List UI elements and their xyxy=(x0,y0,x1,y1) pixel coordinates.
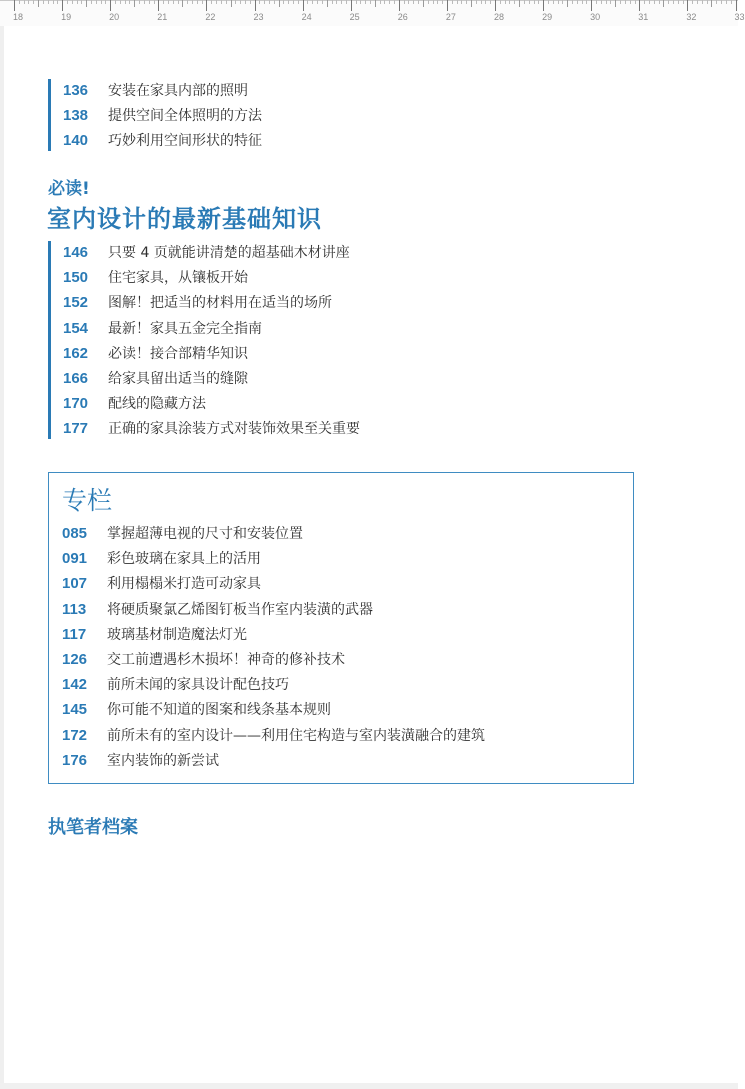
ruler-tick xyxy=(630,0,631,4)
ruler-tick xyxy=(283,0,284,4)
ruler-tick xyxy=(154,0,155,4)
ruler-tick xyxy=(303,0,304,11)
ruler-tick xyxy=(240,0,241,4)
toc-item[interactable] xyxy=(48,264,360,289)
ruler-tick xyxy=(307,0,308,4)
toc-item[interactable] xyxy=(48,415,360,440)
ruler-tick xyxy=(250,0,251,4)
ruler-tick xyxy=(178,0,179,4)
toc-page-number: 085 xyxy=(62,525,88,542)
ruler-tick xyxy=(423,0,424,7)
ruler xyxy=(0,0,745,26)
toc-page-number: 176 xyxy=(62,751,88,769)
ruler-tick xyxy=(649,0,650,4)
ruler-tick xyxy=(702,0,703,4)
ruler-tick xyxy=(226,0,227,4)
ruler-tick xyxy=(408,0,409,4)
ruler-tick xyxy=(48,0,49,4)
ruler-tick xyxy=(692,0,693,4)
ruler-tick xyxy=(659,0,660,4)
ruler-tick xyxy=(62,0,63,11)
ruler-tick xyxy=(668,0,669,4)
toc-entry-title: 配线的隐藏方法 xyxy=(108,396,206,413)
toc-page-number: 150 xyxy=(63,269,89,287)
ruler-tick xyxy=(182,0,183,7)
ruler-tick xyxy=(639,0,640,11)
ruler-tick xyxy=(610,0,611,4)
top-toc-list xyxy=(48,77,262,153)
ruler-tick xyxy=(442,0,443,4)
ruler-tick xyxy=(534,0,535,4)
ruler-tick xyxy=(235,0,236,4)
ruler-tick xyxy=(505,0,506,4)
ruler-tick xyxy=(77,0,78,4)
toc-item[interactable] xyxy=(48,390,360,415)
ruler-tick xyxy=(336,0,337,4)
column-item[interactable] xyxy=(49,722,485,747)
ruler-tick xyxy=(370,0,371,4)
toc-entry-title: 彩色玻璃在家具上的活用 xyxy=(107,551,261,568)
ruler-tick xyxy=(28,0,29,4)
column-item[interactable] xyxy=(49,671,485,696)
ruler-number: 19 xyxy=(61,12,72,22)
toc-entry-title: 你可能不知道的图案和线条基本规则 xyxy=(107,702,331,719)
column-item[interactable] xyxy=(49,596,485,621)
ruler-tick xyxy=(548,0,549,4)
toc-item[interactable] xyxy=(48,315,360,340)
toc-page-number: 113 xyxy=(62,600,87,618)
ruler-tick xyxy=(418,0,419,4)
ruler-tick xyxy=(211,0,212,4)
ruler-tick xyxy=(711,0,712,7)
ruler-tick xyxy=(255,0,256,11)
ruler-tick xyxy=(485,0,486,4)
column-title: 专栏 xyxy=(62,486,113,515)
ruler-tick xyxy=(53,0,54,4)
ruler-tick xyxy=(736,0,737,11)
toc-entry-title: 安装在家具内部的照明 xyxy=(108,83,248,99)
toc-page-number: 107 xyxy=(62,575,88,593)
author-profile-link[interactable]: 执笔者档案 xyxy=(48,817,138,838)
ruler-tick xyxy=(447,0,448,11)
ruler-tick xyxy=(697,0,698,4)
toc-page-number: 166 xyxy=(63,369,89,387)
ruler-tick xyxy=(399,0,400,11)
ruler-tick xyxy=(259,0,260,4)
ruler-tick xyxy=(293,0,294,4)
toc-entry-title: 掌握超薄电视的尺寸和安装位置 xyxy=(107,526,303,542)
ruler-tick xyxy=(437,0,438,4)
toc-page-number: 091 xyxy=(62,550,88,568)
ruler-tick xyxy=(322,0,323,4)
toc-page-number: 140 xyxy=(63,132,89,150)
ruler-tick xyxy=(144,0,145,4)
ruler-tick xyxy=(683,0,684,4)
ruler-tick xyxy=(105,0,106,4)
ruler-tick xyxy=(96,0,97,4)
ruler-tick xyxy=(360,0,361,4)
toc-item[interactable] xyxy=(48,365,360,390)
ruler-tick xyxy=(707,0,708,4)
ruler-tick xyxy=(476,0,477,4)
ruler-tick xyxy=(601,0,602,4)
toc-page-number: 154 xyxy=(63,319,89,337)
ruler-tick xyxy=(67,0,68,4)
toc-entry-title: 提供空间全体照明的方法 xyxy=(108,108,262,125)
ruler-tick xyxy=(216,0,217,4)
toc-page-number: 126 xyxy=(62,650,88,668)
ruler-tick xyxy=(716,0,717,4)
ruler-tick xyxy=(365,0,366,4)
toc-page-number: 146 xyxy=(63,244,89,261)
column-item[interactable] xyxy=(49,646,485,671)
ruler-tick xyxy=(509,0,510,4)
ruler-tick xyxy=(678,0,679,4)
ruler-tick xyxy=(529,0,530,4)
toc-entry-title: 住宅家具，从镶板开始 xyxy=(108,270,248,287)
ruler-tick xyxy=(91,0,92,4)
ruler-tick xyxy=(38,0,39,7)
toc-entry-title: 巧妙利用空间形状的特征 xyxy=(108,133,262,150)
toc-entry-title: 交工前遭遇杉木损坏！神奇的修补技术 xyxy=(107,651,345,668)
ruler-tick xyxy=(110,0,111,11)
toc-entry-title: 玻璃基材制造魔法灯光 xyxy=(107,626,247,643)
ruler-tick xyxy=(192,0,193,4)
ruler-tick xyxy=(288,0,289,4)
toc-entry-title: 给家具留出适当的缝隙 xyxy=(108,370,248,387)
ruler-tick xyxy=(81,0,82,4)
ruler-tick xyxy=(586,0,587,4)
column-item[interactable] xyxy=(49,545,485,570)
column-item[interactable] xyxy=(49,520,485,545)
toc-entry-title: 利用榻榻米打造可动家具 xyxy=(107,576,261,593)
ruler-tick xyxy=(231,0,232,7)
ruler-tick xyxy=(673,0,674,4)
ruler-number: 18 xyxy=(12,12,24,22)
toc-accent-bar xyxy=(48,79,51,151)
ruler-tick xyxy=(279,0,280,7)
toc-entry-title: 前所未闻的家具设计配色技巧 xyxy=(107,677,289,694)
page-edge xyxy=(0,26,4,1084)
ruler-tick xyxy=(332,0,333,4)
ruler-tick xyxy=(538,0,539,4)
ruler-number: 23 xyxy=(253,12,264,22)
ruler-tick xyxy=(125,0,126,4)
ruler-tick xyxy=(163,0,164,4)
ruler-number: 26 xyxy=(397,12,408,22)
ruler-tick xyxy=(582,0,583,4)
ruler-tick xyxy=(245,0,246,4)
ruler-tick xyxy=(19,0,20,4)
toc-page-number: 177 xyxy=(63,420,89,438)
ruler-tick xyxy=(591,0,592,11)
ruler-number: 27 xyxy=(445,12,456,22)
toc-item[interactable] xyxy=(48,340,360,365)
ruler-tick xyxy=(625,0,626,4)
toc-page-number: 170 xyxy=(63,395,89,413)
ruler-tick xyxy=(206,0,207,11)
ruler-tick xyxy=(620,0,621,4)
ruler-tick xyxy=(33,0,34,4)
column-item[interactable] xyxy=(49,696,485,721)
ruler-tick xyxy=(558,0,559,4)
ruler-tick xyxy=(221,0,222,4)
ruler-number: 30 xyxy=(590,12,601,22)
ruler-tick xyxy=(384,0,385,4)
toc-page-number: 145 xyxy=(62,701,88,719)
page-bottom-edge xyxy=(0,1083,738,1089)
toc-page-number: 136 xyxy=(63,82,89,99)
ruler-tick xyxy=(389,0,390,4)
toc-page-number: 138 xyxy=(63,107,89,125)
column-item[interactable] xyxy=(49,747,485,772)
toc-entry-title: 室内装饰的新尝试 xyxy=(107,752,219,769)
toc-page-number: 152 xyxy=(63,294,89,312)
ruler-tick xyxy=(43,0,44,4)
ruler-number: 25 xyxy=(349,12,360,22)
ruler-tick xyxy=(615,0,616,7)
ruler-tick xyxy=(317,0,318,4)
toc-item[interactable] xyxy=(48,239,360,264)
ruler-number: 29 xyxy=(542,12,553,22)
ruler-tick xyxy=(524,0,525,4)
ruler-number: 32 xyxy=(686,12,697,22)
ruler-tick xyxy=(433,0,434,4)
ruler-tick xyxy=(606,0,607,4)
ruler-tick xyxy=(115,0,116,4)
ruler-tick xyxy=(134,0,135,7)
ruler-tick xyxy=(346,0,347,4)
ruler-number: 24 xyxy=(301,12,312,22)
ruler-tick xyxy=(158,0,159,11)
toc-entry-title: 必读！接合部精华知识 xyxy=(108,345,248,362)
toc-page-number: 142 xyxy=(62,676,88,694)
ruler-tick xyxy=(457,0,458,4)
ruler-tick xyxy=(562,0,563,4)
ruler-tick xyxy=(500,0,501,4)
ruler-tick xyxy=(351,0,352,11)
ruler-tick xyxy=(187,0,188,4)
ruler-tick xyxy=(274,0,275,4)
ruler-tick xyxy=(380,0,381,4)
ruler-tick xyxy=(514,0,515,4)
ruler-tick xyxy=(577,0,578,4)
toc-page-number: 172 xyxy=(62,726,88,744)
section-kicker: 必读! xyxy=(48,179,90,199)
ruler-tick xyxy=(481,0,482,4)
ruler-tick xyxy=(461,0,462,4)
toc-entry-title: 正确的家具涂装方式对装饰效果至关重要 xyxy=(108,421,360,438)
ruler-tick xyxy=(687,0,688,11)
toc-page-number: 162 xyxy=(63,344,89,362)
toc-entry-title: 图解！把适当的材料用在适当的场所 xyxy=(108,295,332,312)
ruler-tick xyxy=(24,0,25,4)
section-toc-list xyxy=(48,239,360,441)
ruler-tick xyxy=(413,0,414,4)
ruler-tick xyxy=(572,0,573,4)
ruler-tick xyxy=(644,0,645,4)
column-item[interactable] xyxy=(49,570,485,595)
ruler-tick xyxy=(635,0,636,4)
toc-entry-title: 将硬质聚氯乙烯图钉板当作室内装潢的武器 xyxy=(107,601,373,618)
toc-entry-title: 前所未有的室内设计——利用住宅构造与室内装潢融合的建筑 xyxy=(107,727,485,744)
ruler-tick xyxy=(452,0,453,4)
ruler-tick xyxy=(341,0,342,4)
ruler-number: 31 xyxy=(638,12,649,22)
ruler-tick xyxy=(428,0,429,4)
toc-accent-bar xyxy=(48,241,51,439)
ruler-tick xyxy=(202,0,203,4)
ruler-tick xyxy=(168,0,169,4)
ruler-tick xyxy=(197,0,198,4)
ruler-tick xyxy=(57,0,58,4)
ruler-tick xyxy=(404,0,405,4)
ruler-tick xyxy=(149,0,150,4)
ruler-tick xyxy=(101,0,102,4)
ruler-tick xyxy=(139,0,140,4)
ruler-tick xyxy=(375,0,376,7)
ruler-tick xyxy=(721,0,722,4)
ruler-tick xyxy=(596,0,597,4)
ruler-tick xyxy=(519,0,520,7)
toc-page-number: 117 xyxy=(62,625,87,643)
ruler-tick xyxy=(495,0,496,11)
ruler-number: 21 xyxy=(157,12,168,22)
ruler-tick xyxy=(567,0,568,7)
column-toc-list xyxy=(49,520,485,772)
ruler-tick xyxy=(72,0,73,4)
ruler-tick xyxy=(663,0,664,7)
toc-item[interactable] xyxy=(48,289,360,314)
ruler-tick xyxy=(86,0,87,7)
ruler-tick xyxy=(553,0,554,4)
ruler-number: 22 xyxy=(205,12,216,22)
ruler-tick xyxy=(264,0,265,4)
ruler-tick xyxy=(543,0,544,11)
section-title: 室内设计的最新基础知识 xyxy=(47,205,322,233)
ruler-tick xyxy=(120,0,121,4)
ruler-tick xyxy=(269,0,270,4)
ruler-tick xyxy=(394,0,395,4)
ruler-number: 20 xyxy=(109,12,120,22)
ruler-tick xyxy=(726,0,727,4)
ruler-tick xyxy=(490,0,491,4)
toc-item[interactable] xyxy=(48,102,262,127)
ruler-tick xyxy=(654,0,655,4)
ruler-number: 33 xyxy=(734,12,745,22)
ruler-tick xyxy=(466,0,467,4)
toc-entry-title: 只要 4 页就能讲清楚的超基础木材讲座 xyxy=(108,245,350,261)
column-box xyxy=(48,472,634,784)
toc-item[interactable] xyxy=(48,127,262,152)
toc-entry-title: 最新！家具五金完全指南 xyxy=(108,320,262,337)
ruler-tick xyxy=(731,0,732,4)
ruler-tick xyxy=(14,0,15,11)
ruler-tick xyxy=(356,0,357,4)
ruler-number: 28 xyxy=(493,12,505,22)
ruler-tick xyxy=(173,0,174,4)
ruler-tick xyxy=(312,0,313,4)
ruler-tick xyxy=(327,0,328,7)
ruler-tick xyxy=(129,0,130,4)
toc-item[interactable] xyxy=(48,77,262,102)
ruler-tick xyxy=(298,0,299,4)
ruler-tick xyxy=(471,0,472,7)
column-item[interactable] xyxy=(49,621,485,646)
